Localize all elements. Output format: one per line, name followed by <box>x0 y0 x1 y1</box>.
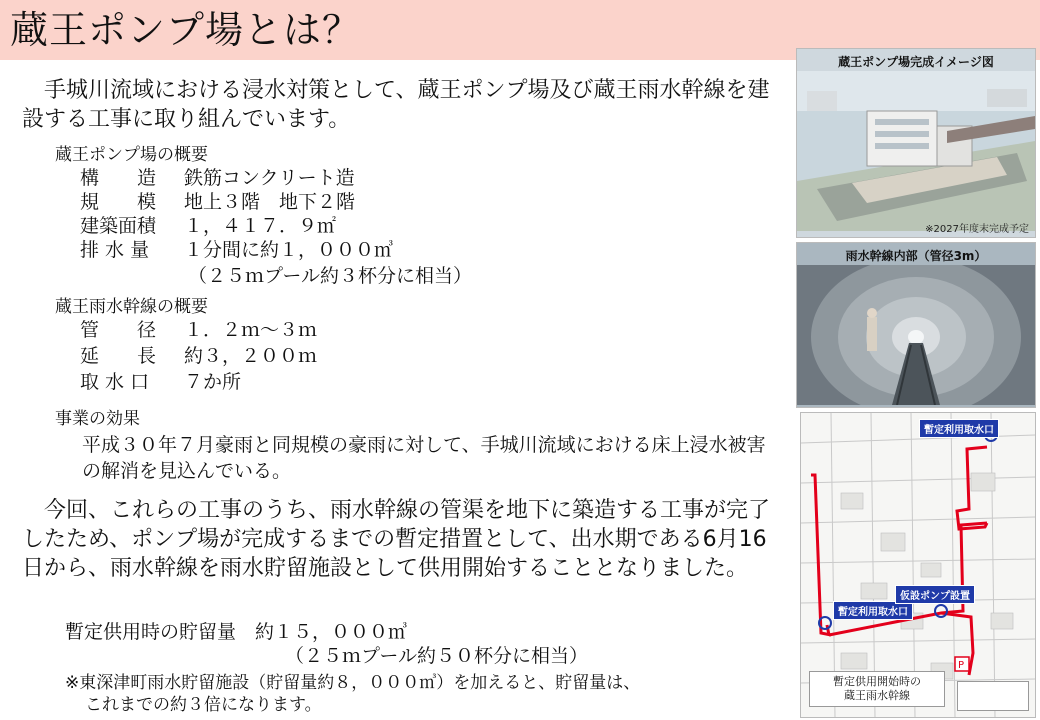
spec-label: 管 径 <box>80 319 157 341</box>
route-map-panel <box>800 412 1036 718</box>
spec-label: 規 模 <box>80 191 157 213</box>
spec-value: １，４１７．９㎡ <box>184 215 337 237</box>
svg-text:P: P <box>958 660 965 671</box>
spec-label: 排 水 量 <box>80 239 150 261</box>
pump-station-rendering-image <box>797 71 1035 231</box>
drain-capacity-note: （２５ｍプール約３杯分に相当） <box>188 265 473 287</box>
trunk-line-heading: 蔵王雨水幹線の概要 <box>55 297 208 317</box>
tunnel-interior-image <box>797 265 1035 405</box>
spec-row <box>80 166 355 190</box>
rendering-caption: 蔵王ポンプ場完成イメージ図 <box>838 55 994 69</box>
spec-value: １分間に約１，０００㎥ <box>184 239 394 261</box>
footnote-line1: ※東深津町雨水貯留施設（貯留量約８，０００㎥）を加えると、貯留量は、 <box>65 673 641 693</box>
announcement-paragraph: 今回、これらの工事のうち、雨水幹線の管渠を地下に築造する工事が完了したため、ポンプ場が完成するまでの暫定措置として、出水期である6月16日から、雨水幹線を雨水貯留施設として供用開始することとなりました。 <box>22 498 771 581</box>
spec-row <box>80 190 355 214</box>
map-caption-line2: 蔵王雨水幹線 <box>844 689 910 702</box>
spec-row <box>80 318 317 342</box>
intro-paragraph: 手城川流域における浸水対策として、蔵王ポンプ場及び蔵王雨水幹線を建設する工事に取り組んでいます。 <box>22 78 770 132</box>
map-legend <box>957 681 1029 711</box>
spec-row <box>80 370 241 394</box>
spec-label: 構 造 <box>80 167 157 189</box>
spec-label: 取 水 口 <box>80 371 150 393</box>
spec-value: １．２ｍ～３ｍ <box>184 319 318 341</box>
storage-equivalent: （２５ｍプール約５０杯分に相当） <box>285 645 589 667</box>
map-caption-line1: 暫定供用開始時の <box>833 675 921 688</box>
effect-text: 平成３０年７月豪雨と同規模の豪雨に対して、手城川流域における床上浸水被害の解消を見込んでいる。 <box>82 434 766 482</box>
pump-station-heading: 蔵王ポンプ場の概要 <box>55 145 208 165</box>
spec-label: 延 長 <box>80 345 157 367</box>
effect-heading: 事業の効果 <box>55 409 140 429</box>
spec-value: 地上３階 地下２階 <box>184 191 356 213</box>
spec-value: ７か所 <box>184 371 242 393</box>
intake-label-left: 暫定利用取水口 <box>833 601 913 620</box>
completion-note: ※2027年度末完成予定 <box>925 224 1029 235</box>
footnote-line2: これまでの約３倍になります。 <box>85 695 322 715</box>
spec-row <box>80 214 336 238</box>
spec-row <box>80 238 393 262</box>
spec-label: 建築面積 <box>80 215 157 237</box>
tunnel-panel <box>796 242 1036 408</box>
tunnel-caption: 雨水幹線内部（管径3m） <box>845 249 987 263</box>
main-content <box>0 60 790 720</box>
spec-row <box>80 344 317 368</box>
page-title: 蔵王ポンプ場とは？ <box>10 8 362 52</box>
map-caption <box>809 671 945 707</box>
pump-install-label: 仮設ポンプ設置 <box>895 585 975 604</box>
spec-value: 約３，２００ｍ <box>184 345 318 367</box>
rendering-panel <box>796 48 1036 238</box>
storage-volume: 暫定供用時の貯留量 約１５，０００㎥ <box>65 621 408 643</box>
spec-value: 鉄筋コンクリート造 <box>184 167 355 189</box>
intake-label-top: 暫定利用取水口 <box>919 419 999 438</box>
